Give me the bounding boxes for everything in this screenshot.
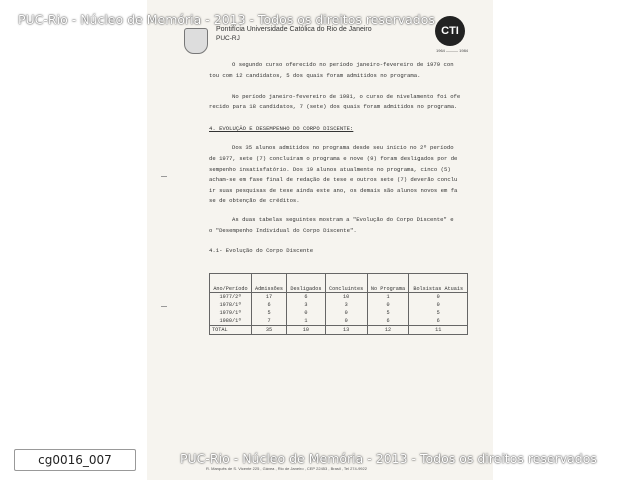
table-cell: 1 xyxy=(367,293,409,302)
body-line: se de obtenção de créditos. xyxy=(209,197,300,204)
body-line: No período janeiro-fevereiro de 1981, o curso de nivelamento foi ofe xyxy=(232,93,461,100)
table-row xyxy=(210,317,468,326)
table-cell: 1980/1º xyxy=(210,317,252,326)
table-cell: 6 xyxy=(287,293,326,302)
table-cell: 0 xyxy=(325,309,367,317)
watermark-top: PUC-Rio - Núcleo de Memória - 2013 - Todos os direitos reservados xyxy=(18,12,435,27)
body-line: acham-se em fase final de redação de tese e outros sete (7) deverão conclu xyxy=(209,176,458,183)
table-cell: 5 xyxy=(367,309,409,317)
cti-logo-icon: CTI xyxy=(435,16,465,46)
column-header: Ano/Período xyxy=(210,274,252,293)
watermark-bottom: PUC-Rio - Núcleo de Memória - 2013 - Todos os direitos reservados xyxy=(180,451,597,466)
table-row xyxy=(210,301,468,309)
university-short-name: PUC-RJ xyxy=(216,35,240,42)
subsection-heading: 4.1- Evolução do Corpo Discente xyxy=(209,247,314,254)
table-cell: 5 xyxy=(251,309,286,317)
table-cell: 1978/1º xyxy=(210,301,252,309)
table-cell: TOTAL xyxy=(210,326,252,335)
body-line: o "Desempenho Individual do Corpo Discente". xyxy=(209,227,357,234)
body-line: recido para 18 candidatos, 7 (sete) dos quais foram admitidos no programa. xyxy=(209,103,458,110)
table-cell: 0 xyxy=(367,301,409,309)
table-cell: 10 xyxy=(287,326,326,335)
table-cell: 1 xyxy=(287,317,326,326)
table-row xyxy=(210,293,468,302)
table-cell: 6 xyxy=(367,317,409,326)
table-cell: 5 xyxy=(409,309,468,317)
table-cell: 12 xyxy=(367,326,409,335)
body-line: As duas tabelas seguintes mostram a "Evolução do Corpo Discente" e xyxy=(232,216,454,223)
table-cell: 11 xyxy=(409,326,468,335)
column-header: Desligados xyxy=(287,274,326,293)
body-line: tou com 12 candidatos, 5 dos quais foram admitidos no programa. xyxy=(209,72,421,79)
table-cell: 3 xyxy=(325,301,367,309)
body-line: Dos 35 alunos admitidos no programa desde seu início no 2º período xyxy=(232,144,454,151)
table-cell: 0 xyxy=(287,309,326,317)
body-line: sempenho insatisfatório. Dos 19 alunos atualmente no programa, cinco (5) xyxy=(209,166,451,173)
table-cell: 1979/1º xyxy=(210,309,252,317)
table-cell: 0 xyxy=(409,293,468,302)
column-header: Concluintes xyxy=(325,274,367,293)
column-header: No Programa xyxy=(367,274,409,293)
column-header: Admissões xyxy=(251,274,286,293)
section-heading: 4. EVOLUÇÃO E DESEMPENHO DO CORPO DISCENTE: xyxy=(209,125,354,132)
letterhead-footer: R. Marquês de S. Vicente 225 , Gávea , Rio de Janeiro , CEP 22453 , Brasil , Tel 274-9922 xyxy=(206,466,367,471)
table-cell: 1977/2º xyxy=(210,293,252,302)
table-total-row xyxy=(210,326,468,335)
table-cell: 0 xyxy=(325,317,367,326)
table-cell: 13 xyxy=(325,326,367,335)
table-cell: 35 xyxy=(251,326,286,335)
table-header-row xyxy=(210,274,468,293)
catalog-id-label: cg0016_007 xyxy=(14,449,136,471)
logo-years: 1964 ——— 1984 xyxy=(436,48,469,53)
body-line: de 1977, sete (7) concluíram o programa e nove (9) foram desligados por de xyxy=(209,155,458,162)
table-cell: 17 xyxy=(251,293,286,302)
university-crest-icon xyxy=(184,28,208,54)
table-row xyxy=(210,309,468,317)
body-line: ir suas pesquisas de tese ainda este ano, os demais são alunos novos em fa xyxy=(209,187,458,194)
table-cell: 10 xyxy=(325,293,367,302)
table-cell: 0 xyxy=(409,301,468,309)
column-header: Bolsistas Atuais xyxy=(409,274,468,293)
binder-hole-icon xyxy=(161,176,167,180)
student-evolution-table xyxy=(209,273,468,335)
table-cell: 3 xyxy=(287,301,326,309)
table-cell: 6 xyxy=(251,301,286,309)
table-cell: 7 xyxy=(251,317,286,326)
binder-hole-icon xyxy=(161,306,167,310)
table-cell: 6 xyxy=(409,317,468,326)
body-line: O segundo curso oferecido no período janeiro-fevereiro de 1979 con xyxy=(232,61,454,68)
university-name: Pontifícia Universidade Católica do Rio de Janeiro xyxy=(216,26,372,33)
